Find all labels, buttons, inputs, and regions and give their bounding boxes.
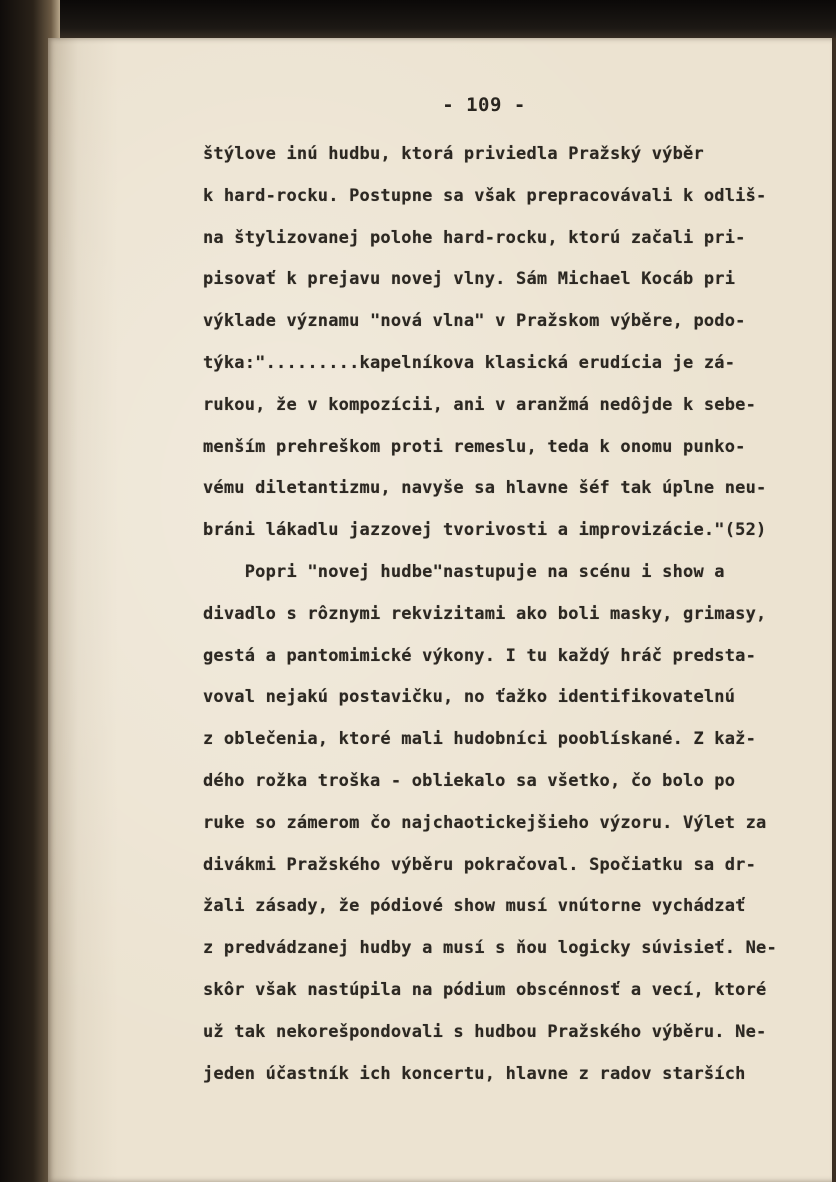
text-line: pisovať k prejavu novej vlny. Sám Michael Kocáb pri [203,269,736,290]
text-line: menším prehreškom proti remeslu, teda k onomu punko- [203,436,746,457]
text-line: týka:".........kapelníkova klasická erudícia je zá- [203,352,736,373]
text-line: Popri "novej hudbe"nastupuje na scénu i show a [203,561,725,582]
page-number: - 109 - [442,94,526,116]
text-line: gestá a pantomimické výkony. I tu každý hráč predsta- [203,645,757,666]
text-line: už tak nekorešpondovali s hudbou Pražského výběru. Ne- [203,1021,767,1042]
text-line: skôr však nastúpila na pódium obscénnosť a vecí, ktoré [203,979,767,1000]
text-line: divákmi Pražského výběru pokračoval. Spočiatku sa dr- [203,854,757,875]
paper-right-edge [832,38,836,1182]
text-line: na štylizovanej polohe hard-rocku, ktorú začali pri- [203,227,746,248]
text-line: voval nejakú postavičku, no ťažko identifikovatelnú [203,687,736,708]
text-line: žali zásady, že pódiové show musí vnútorne vychádzať [203,896,746,917]
text-line: ruke so zámerom čo najchaotickejšieho výzoru. Výlet za [203,812,767,833]
text-line: vému diletantizmu, navyše sa hlavne šéf tak úplne neu- [203,478,767,499]
text-line: rukou, že v kompozícii, ani v aranžmá nedôjde k sebe- [203,394,757,415]
text-line: dého rožka troška - obliekalo sa všetko, čo bolo po [203,770,736,791]
text-line: divadlo s rôznymi rekvizitami ako boli masky, grimasy, [203,603,767,624]
scan-top-edge [0,0,836,40]
text-line: štýlove inú hudbu, ktorá priviedla Pražský výběr [203,144,704,164]
text-line: výklade významu "nová vlna" v Pražskom výběre, podo- [203,311,746,332]
text-line: k hard-rocku. Postupne sa však prepracovávali k odliš- [203,185,767,206]
text-line: bráni lákadlu jazzovej tvorivosti a improvizácie."(52) [203,520,767,541]
text-line: jeden účastník ich koncertu, hlavne z radov starších [203,1063,746,1084]
text-line: z oblečenia, ktoré mali hudobníci pooblískané. Z kaž- [203,729,757,750]
text-line: z predvádzanej hudby a musí s ňou logicky súvisieť. Ne- [203,938,777,959]
typewritten-text-body [203,144,823,1105]
